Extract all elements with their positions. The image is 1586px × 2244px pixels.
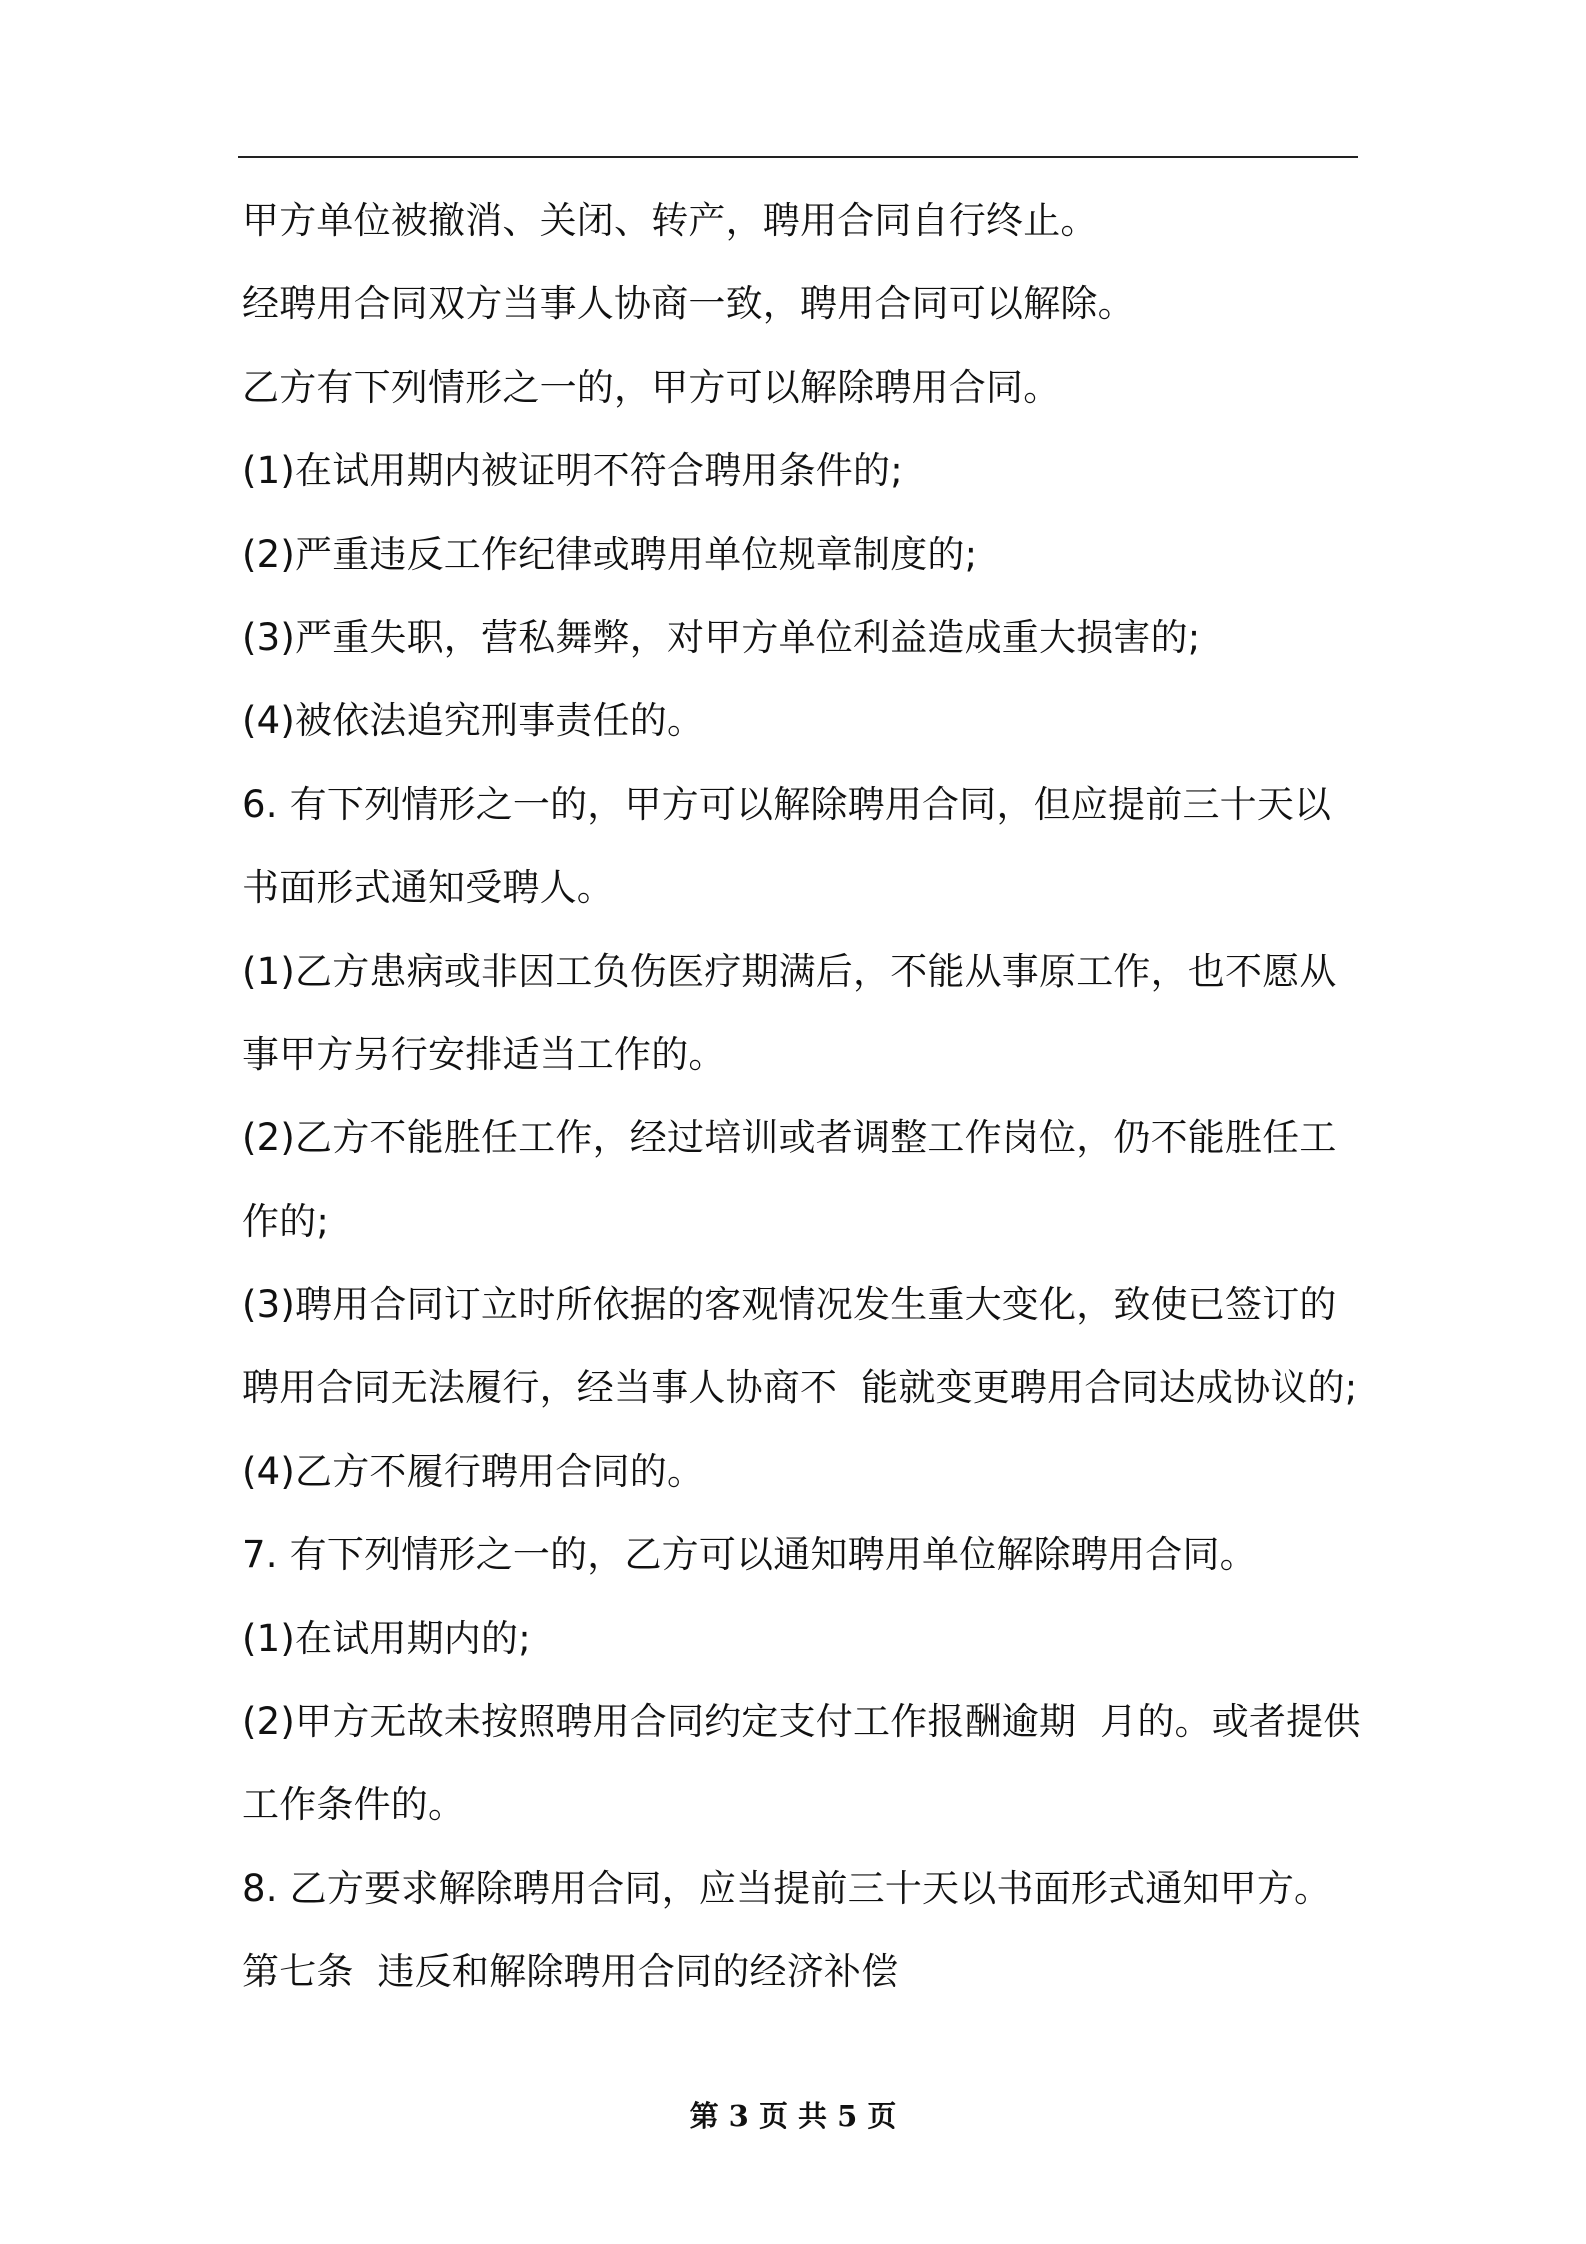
section-heading: 第七条 违反和解除聘用合同的经济补偿 [242,1950,899,1994]
text-line: 聘用合同无法履行，经当事人协商不 能就变更聘用合同达成协议的; [242,1366,1358,1410]
text-line: 事甲方另行安排适当工作的。 [242,1032,726,1076]
text-line: 甲方单位被撤消、关闭、转产，聘用合同自行终止。 [242,199,1098,242]
text-line: (3)严重失职，营私舞弊，对甲方单位利益造成重大损害的; [242,615,1201,659]
text-line: 8. 乙方要求解除聘用合同，应当提前三十天以书面形式通知甲方。 [242,1866,1332,1910]
page-number: 第 3 页 共 5 页 [689,2099,897,2133]
text-line: (1)在试用期内被证明不符合聘用条件的; [242,449,903,493]
text-line: 作的; [242,1199,330,1243]
text-line: 6. 有下列情形之一的，甲方可以解除聘用合同，但应提前三十天以 [242,782,1332,826]
text-line: 7. 有下列情形之一的，乙方可以通知聘用单位解除聘用合同。 [242,1533,1257,1577]
header-rule [238,156,1358,158]
text-line: 乙方有下列情形之一的，甲方可以解除聘用合同。 [242,365,1061,409]
text-line: 工作条件的。 [242,1783,466,1827]
text-line: (2)甲方无故未按照聘用合同约定支付工作报酬逾期 月的。或者提供 [242,1700,1361,1744]
text-line: (3)聘用合同订立时所依据的客观情况发生重大变化，致使已签订的 [242,1283,1337,1327]
text-line: 经聘用合同双方当事人协商一致，聘用合同可以解除。 [242,282,1135,326]
text-line: 书面形式通知受聘人。 [242,866,614,910]
document-body [242,196,1362,2031]
text-line: (2)严重违反工作纪律或聘用单位规章制度的; [242,532,978,576]
text-line: (4)乙方不履行聘用合同的。 [242,1449,705,1493]
text-line: (1)在试用期内的; [242,1616,531,1660]
text-line: (4)被依法追究刑事责任的。 [242,699,705,743]
text-line: (2)乙方不能胜任工作，经过培训或者调整工作岗位，仍不能胜任工 [242,1116,1337,1160]
text-line: (1)乙方患病或非因工负伤医疗期满后，不能从事原工作，也不愿从 [242,949,1337,993]
